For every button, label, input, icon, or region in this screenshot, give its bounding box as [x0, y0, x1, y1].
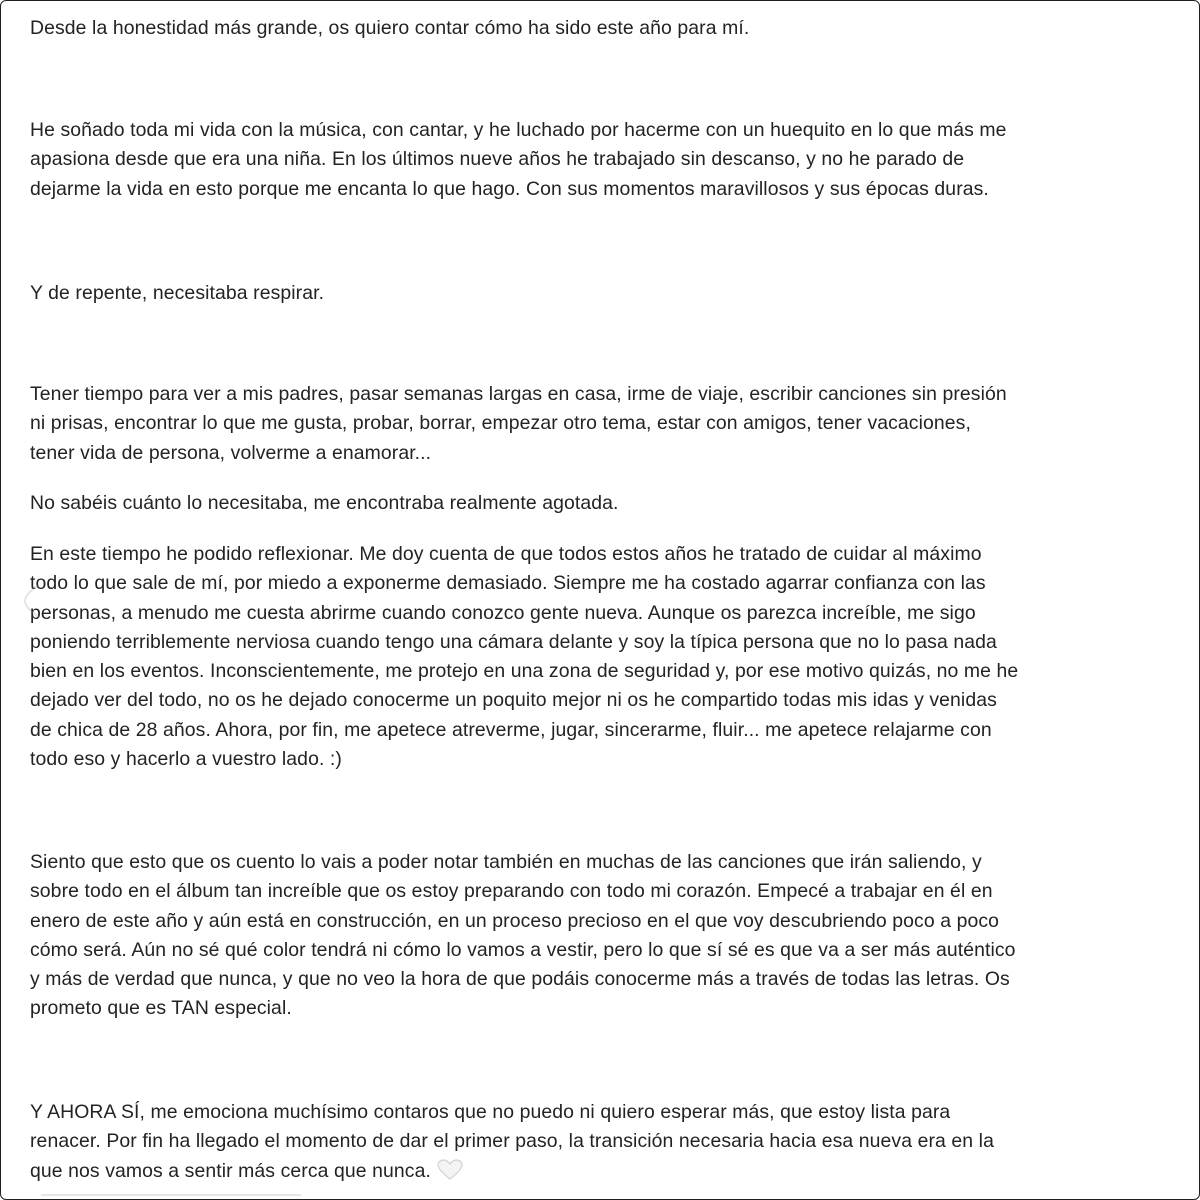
- paragraph-line: sobre todo en el álbum tan increíble que os estoy preparando con todo mi corazón. Empecé a trabajar en él en: [30, 880, 993, 903]
- paragraph-line: bien en los eventos. Inconscientemente, me protejo en una zona de seguridad y, por ese motivo quizás, no me he: [30, 660, 1019, 683]
- paragraph-line: Y de repente, necesitaba respirar.: [30, 282, 325, 304]
- paragraph-8: [30, 1098, 1198, 1186]
- paragraph-line: He soñado toda mi vida con la música, con cantar, y he luchado por hacerme con un huequito en lo que más me: [30, 119, 1007, 141]
- paragraph-line: Tener tiempo para ver a mis padres, pasar semanas largas en casa, irme de viaje, escribir canciones sin presión: [30, 383, 1007, 405]
- paragraph-2: [30, 116, 1198, 204]
- paragraph-line: En este tiempo he podido reflexionar. Me doy cuenta de que todos estos años he tratado de cuidar al máximo: [30, 543, 982, 565]
- paragraph-line: Desde la honestidad más grande, os quiero contar cómo ha sido este año para mí.: [30, 17, 750, 39]
- chevron-left-icon[interactable]: [19, 581, 45, 621]
- paragraph-4: [30, 380, 1198, 468]
- paragraph-line: prometo que es TAN especial.: [30, 997, 292, 1020]
- paragraph-line: poniendo terriblemente nerviosa cuando tengo una cámara delante y soy la típica persona que no lo pasa nada: [30, 630, 997, 653]
- paragraph-line: apasiona desde que era una niña. En los últimos nueve años he trabajado sin descanso, y no he parado de: [30, 148, 965, 171]
- paragraph-1: [30, 14, 1198, 43]
- paragraph-line: [30, 1157, 1198, 1186]
- paragraph-line-text: que nos vamos a sentir más cerca que nunca.: [30, 1159, 431, 1182]
- paragraph-6: [30, 540, 1198, 774]
- paragraph-line: tener vida de persona, volverme a enamorar...: [30, 441, 432, 464]
- paragraph-line: y más de verdad que nunca, y que no veo la hora de que podáis conocerme más a través de todas las letras. Os: [30, 968, 1010, 991]
- paragraph-line: No sabéis cuánto lo necesitaba, me encontraba realmente agotada.: [30, 492, 619, 514]
- paragraph-line: Siento que esto que os cuento lo vais a poder notar también en muchas de las canciones que irán saliendo, y: [30, 851, 982, 873]
- paragraph-line: enero de este año y aún está en construcción, en un proceso precioso en el que voy descubriendo poco a poco: [30, 909, 1000, 932]
- paragraph-line: dejarme la vida en esto porque me encanta lo que hago. Con sus momentos maravillosos y sus épocas duras.: [30, 177, 989, 200]
- paragraph-line: personas, a menudo me cuesta abrirme cuando conozco gente nueva. Aunque os parezca increíble, me sigo: [30, 601, 976, 624]
- paragraph-line: Y AHORA SÍ, me emociona muchísimo contaros que no puedo ni quiero esperar más, que estoy lista para: [30, 1101, 951, 1123]
- white-heart-icon: [437, 1159, 463, 1181]
- paragraph-7: [30, 848, 1198, 1024]
- paragraph-5: [30, 489, 1198, 518]
- paragraph-line: todo lo que sale de mí, por miedo a exponerme demasiado. Siempre me ha costado agarrar confianza con las: [30, 572, 986, 595]
- paragraph-line: todo eso y hacerlo a vuestro lado. :): [30, 748, 342, 771]
- paragraph-line: cómo será. Aún no sé qué color tendrá ni cómo lo vamos a vestir, pero lo que sí sé es que va a ser más auténtico: [30, 938, 1016, 961]
- paragraph-line: dejado ver del todo, no os he dejado conocerme un poquito mejor ni os he compartido todas mis idas y venidas: [30, 689, 997, 712]
- paragraph-3: [30, 279, 1198, 308]
- paragraph-line: renacer. Por fin ha llegado el momento de dar el primer paso, la transición necesaria hacia esa nueva era en la: [30, 1130, 994, 1153]
- divider: [41, 1194, 301, 1196]
- paragraph-line: ni prisas, encontrar lo que me gusta, probar, borrar, empezar otro tema, estar con amigos, tener vacaciones,: [30, 412, 971, 435]
- paragraph-line: de chica de 28 años. Ahora, por fin, me apetece atreverme, jugar, sincerarme, fluir... me apetece relajarme con: [30, 718, 992, 741]
